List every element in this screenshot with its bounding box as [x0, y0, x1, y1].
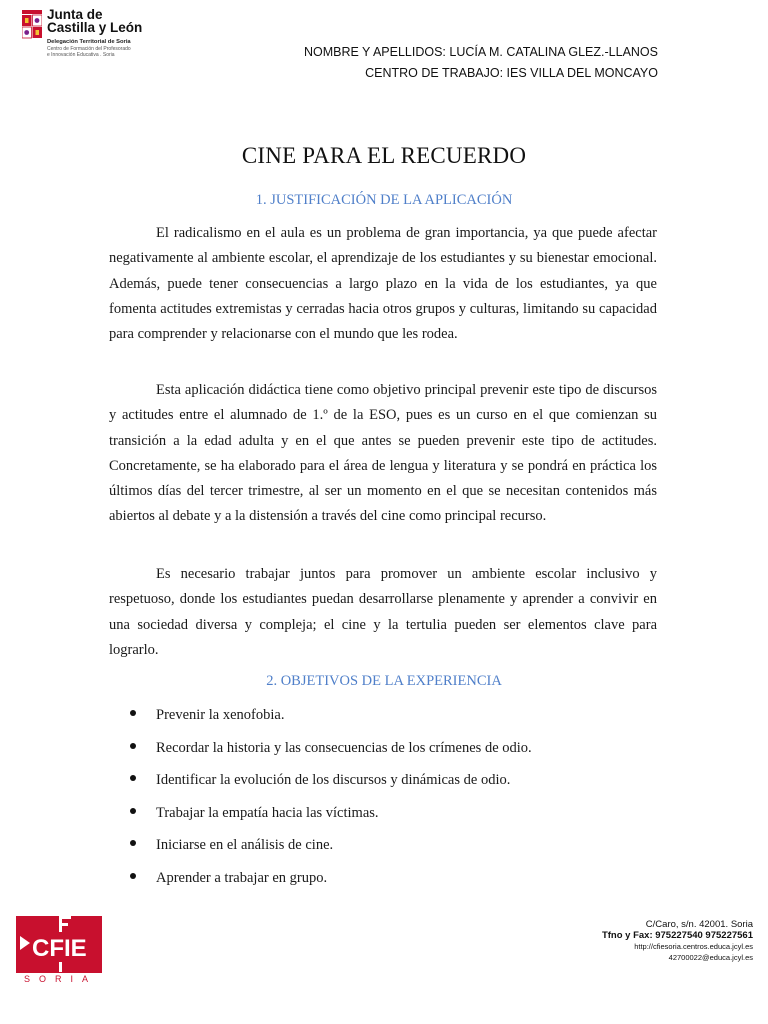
paragraph-3: Es necesario trabajar juntos para promover un ambiente escolar inclusivo y respetuoso, donde los estudiantes puedan desarrollarse plenamente y aprender a convivir en una sociedad diversa y compleja; el cine y la tertulia pueden ser elementos clave para lograrlo.	[109, 566, 657, 658]
bullet-icon	[130, 743, 136, 749]
logo-center-line1: Centro de Formación del Profesorado	[47, 46, 131, 52]
bullet-icon	[130, 873, 136, 879]
section-heading-justification: 1. JUSTIFICACIÓN DE LA APLICACIÓN	[255, 192, 513, 208]
section-heading-objectives: 2. OBJETIVOS DE LA EXPERIENCIA	[266, 673, 502, 689]
cfie-logo	[16, 916, 102, 984]
list-item: Recordar la historia y las consecuencias de los crímenes de odio.	[130, 737, 532, 770]
author-name: NOMBRE Y APELLIDOS: LUCÍA M. CATALINA GLEZ.-LLANOS	[303, 45, 658, 59]
coat-of-arms-icon	[22, 10, 42, 40]
footer-phone: Tfno y Fax: 975227540 975227561	[601, 930, 753, 941]
footer-email: 42700022@educa.jcyl.es	[668, 953, 753, 962]
objectives-list	[130, 704, 532, 900]
logo-name-line2: Castilla y León	[47, 20, 143, 35]
cfie-city-text: SORIA	[24, 974, 98, 984]
footer-contact	[602, 919, 753, 963]
logo-name-line1: Junta de	[47, 7, 103, 22]
cfie-brand-text: CFIE	[32, 935, 87, 962]
bullet-icon	[130, 840, 136, 846]
author-info	[304, 42, 658, 84]
paragraph-1: El radicalismo en el aula es un problema de gran importancia, ya que puede afectar negativamente al ambiente escolar, el aprendizaje de los estudiantes y su bienestar emocional. Además, puede tener consecuencias a largo plazo en la vida de los estudiantes, ya que fomenta actitudes extremistas y cerradas hacia otros grupos y culturas, limitando su capacidad para comprender y relacionarse con el mundo que les rodea.	[109, 225, 657, 343]
bullet-icon	[130, 808, 136, 814]
junta-logo	[20, 8, 180, 88]
list-item: Iniciarse en el análisis de cine.	[130, 834, 532, 867]
bullet-icon	[130, 710, 136, 716]
footer-web: http://cfiesoria.centros.educa.jcyl.es	[634, 942, 753, 951]
list-item: Prevenir la xenofobia.	[130, 704, 532, 737]
list-item: Identificar la evolución de los discursos y dinámicas de odio.	[130, 769, 532, 802]
work-center: CENTRO DE TRABAJO: IES VILLA DEL MONCAYO	[365, 66, 658, 80]
logo-delegation: Delegación Territorial de Soria	[47, 39, 131, 45]
list-item: Aprender a trabajar en grupo.	[130, 867, 532, 900]
list-item: Trabajar la empatía hacia las víctimas.	[130, 802, 532, 835]
logo-center-line2: e Innovación Educativa . Soria	[47, 52, 115, 58]
paragraph-2: Esta aplicación didáctica tiene como objetivo principal prevenir este tipo de discursos y actitudes entre el alumnado de 1.º de la ESO, pues es un curso en el que comienzan su transición a la edad adulta y en el que antes se pueden prevenir este tipo de actitudes. Concretamente, se ha elaborado para el área de lengua y literatura y se pondrá en práctica los últimos días del tercer trimestre, al ser un momento en el que se necesitan contenidos más abiertos al debate y a la distensión a través del cine como principal recurso.	[109, 382, 657, 525]
footer-address: C/Caro, s/n. 42001. Soria	[645, 919, 753, 930]
bullet-icon	[130, 775, 136, 781]
document-title: CINE PARA EL RECUERDO	[241, 143, 527, 168]
